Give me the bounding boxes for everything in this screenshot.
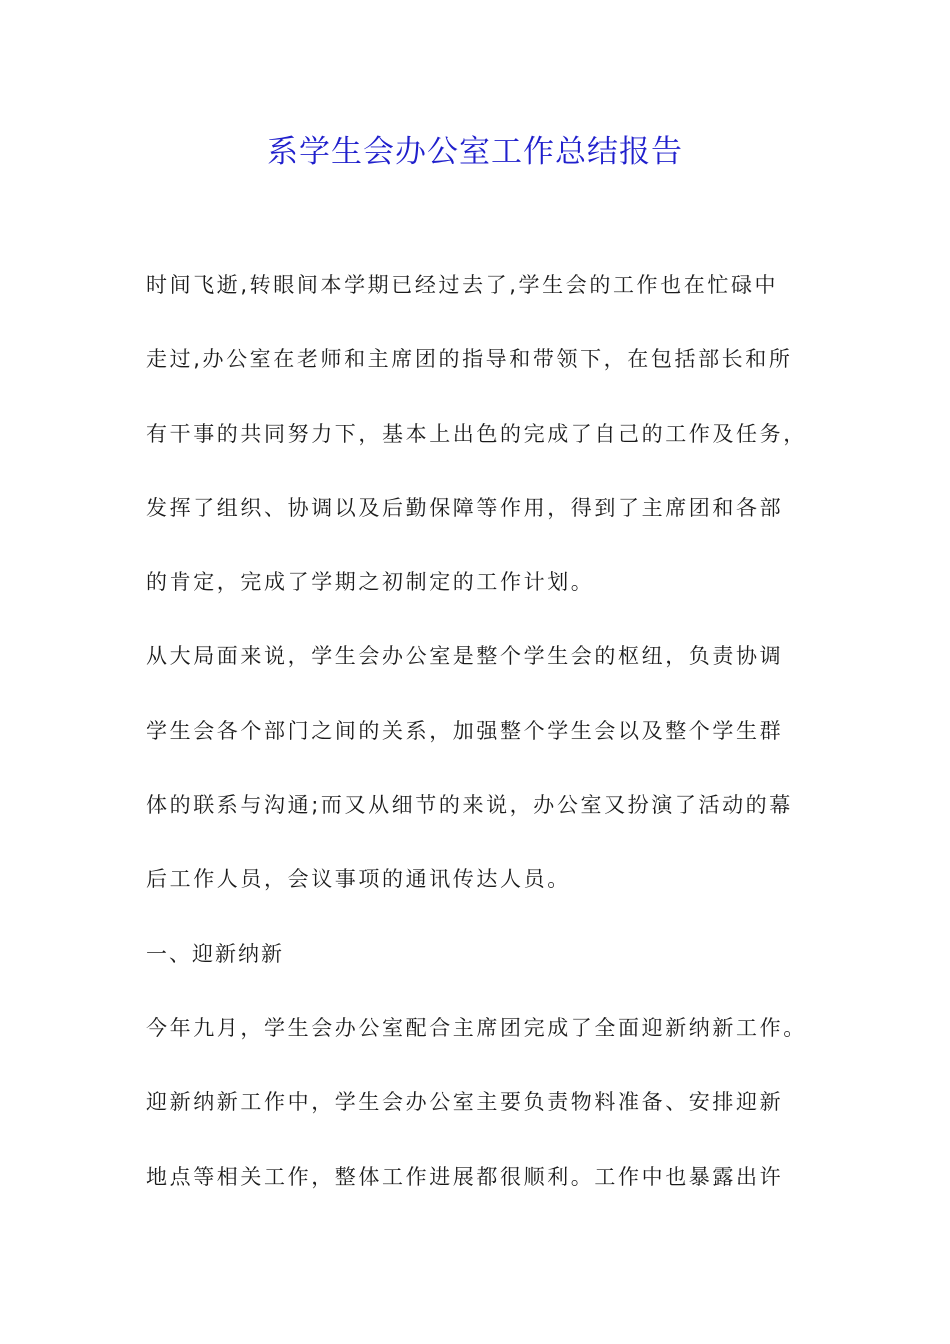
- section-heading: 一、迎新纳新: [146, 941, 284, 966]
- document-body: [146, 256, 836, 1222]
- paragraph-line: 发挥了组织、协调以及后勤保障等作用，得到了主席团和各部: [146, 495, 784, 520]
- paragraph-line: 体的联系与沟通;而又从细节的来说，办公室又扮演了活动的幕: [146, 793, 793, 818]
- paragraph-line: 从大局面来说，学生会办公室是整个学生会的枢纽，负责协调: [146, 644, 784, 669]
- paragraph-line: 迎新纳新工作中，学生会办公室主要负责物料准备、安排迎新: [146, 1090, 784, 1115]
- paragraph-line: 走过,办公室在老师和主席团的指导和带领下，在包括部长和所: [146, 347, 793, 372]
- paragraph-line: 今年九月，学生会办公室配合主席团完成了全面迎新纳新工作。: [146, 1015, 807, 1040]
- paragraph-line: 的肯定，完成了学期之初制定的工作计划。: [146, 570, 595, 595]
- document-title: 系学生会办公室工作总结报告: [267, 134, 683, 170]
- paragraph-line: 地点等相关工作，整体工作进展都很顺利。工作中也暴露出许: [146, 1164, 784, 1189]
- paragraph-line: 后工作人员，会议事项的通讯传达人员。: [146, 867, 571, 892]
- paragraph-line: 学生会各个部门之间的关系，加强整个学生会以及整个学生群: [146, 718, 784, 743]
- paragraph-line: 时间飞逝,转眼间本学期已经过去了,学生会的工作也在忙碌中: [146, 273, 779, 297]
- paragraph-line: 有干事的共同努力下，基本上出色的完成了自己的工作及任务，: [146, 421, 807, 446]
